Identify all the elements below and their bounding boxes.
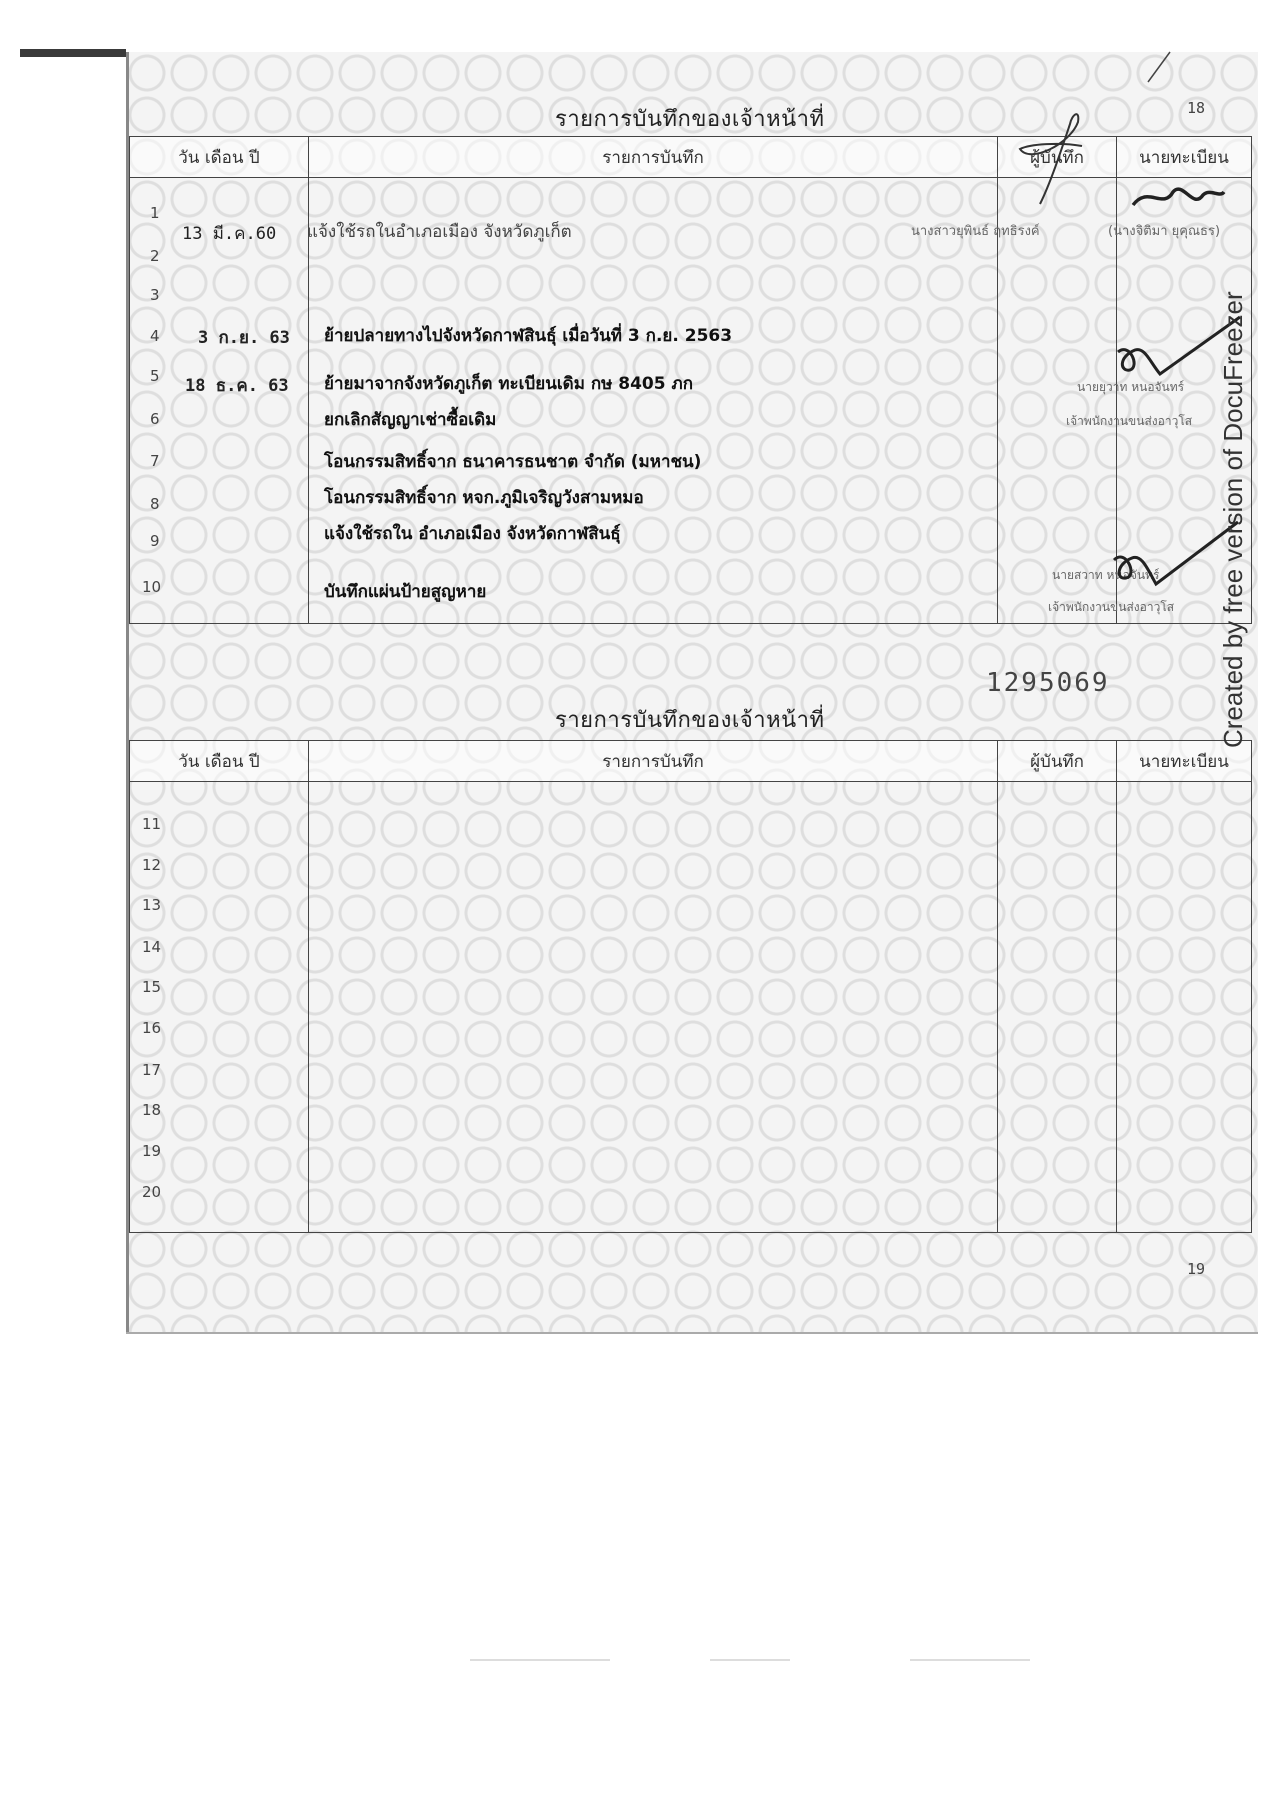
registrar-signer-name: (นางจิติมา ยุคุณธร) <box>1108 224 1221 239</box>
entry-text: ย้ายปลายทางไปจังหวัดกาฬสินธุ์ เมื่อวันที่ 3 ก.ย. 2563 <box>324 326 733 346</box>
page-number-18: 18 <box>1187 99 1206 117</box>
watermark: Created by free version of DocuFreezer <box>1218 291 1248 748</box>
scan-edge-bar <box>20 49 126 57</box>
entry-column <box>309 782 998 1233</box>
entry-text: แจ้งใช้รถใน อำเภอเมือง จังหวัดกาฬสินธุ์ <box>324 524 621 544</box>
page-number-19: 19 <box>1187 1260 1206 1278</box>
row-number: 8 <box>150 495 160 513</box>
row-number: 16 <box>142 1019 162 1037</box>
header-date: วัน เดือน ปี <box>130 741 309 782</box>
row-number: 6 <box>150 410 160 428</box>
row-number: 11 <box>142 815 162 833</box>
scan-bottom-edge <box>126 1332 1258 1334</box>
serial-number: 1295069 <box>986 668 1110 698</box>
table-header-row <box>130 741 1252 782</box>
row-number: 9 <box>150 532 160 550</box>
recorder-column <box>998 178 1117 624</box>
row-number: 7 <box>150 452 160 470</box>
entry-text: ย้ายมาจากจังหวัดภูเก็ต ทะเบียนเดิม กษ 8405 ภก <box>324 374 693 394</box>
entry-date: 3 ก.ย. 63 <box>198 328 290 348</box>
register-table-2 <box>129 740 1252 1233</box>
entry-date: 18 ธ.ค. 63 <box>185 376 289 396</box>
row-number: 17 <box>142 1061 162 1079</box>
signer-name: นายยุวาท หนอจันทร์ <box>1077 380 1185 394</box>
entry-text: ยกเลิกสัญญาเช่าซื้อเดิม <box>324 410 497 430</box>
faint-scan-lines <box>470 1650 1110 1670</box>
row-number: 5 <box>150 367 160 385</box>
row-number: 4 <box>150 327 160 345</box>
section-title-1: รายการบันทึกของเจ้าหน้าที่ <box>555 107 825 132</box>
row-number: 1 <box>150 204 160 222</box>
row-number: 18 <box>142 1101 162 1119</box>
registrar-signature <box>1128 180 1228 220</box>
entry-text: บันทึกแผ่นป้ายสูญหาย <box>324 582 487 602</box>
row-number: 19 <box>142 1142 162 1160</box>
row-number: 2 <box>150 247 160 265</box>
row-number: 20 <box>142 1183 162 1201</box>
registrar-column <box>1117 782 1252 1233</box>
header-registrar: นายทะเบียน <box>1117 741 1252 782</box>
row-number: 3 <box>150 286 160 304</box>
row-number: 13 <box>142 896 162 914</box>
recorder-column <box>998 782 1117 1233</box>
table-body-row <box>130 178 1252 624</box>
recorder-signer-name: นางสาวยุพินธ์ ฤทธิรงค์ <box>911 224 1040 239</box>
header-recorder: ผู้บันทึก <box>998 137 1117 178</box>
row-number: 15 <box>142 978 162 996</box>
entry-text: โอนกรรมสิทธิ์จาก ธนาคารธนชาต จำกัด (มหาชน) <box>324 452 702 472</box>
header-recorder: ผู้บันทึก <box>998 741 1117 782</box>
row-number: 10 <box>142 578 162 596</box>
signer-role: เจ้าพนักงานขนส่งอาวุโส <box>1048 600 1175 614</box>
section-title-2: รายการบันทึกของเจ้าหน้าที่ <box>555 708 825 733</box>
row-number: 12 <box>142 856 162 874</box>
entry-text: แจ้งใช้รถในอำเภอเมือง จังหวัดภูเก็ต <box>307 222 572 242</box>
header-entry: รายการบันทึก <box>309 137 998 178</box>
header-date: วัน เดือน ปี <box>130 137 309 178</box>
recorder-signature <box>1010 104 1090 214</box>
date-column <box>130 782 309 1233</box>
entry-date: 13 มี.ค.60 <box>182 224 277 244</box>
header-entry: รายการบันทึก <box>309 741 998 782</box>
signer-role: เจ้าพนักงานขนส่งอาวุโส <box>1066 414 1193 428</box>
entry-text: โอนกรรมสิทธิ์จาก หจก.ภูมิเจริญวังสามหมอ <box>324 488 644 508</box>
header-registrar: นายทะเบียน <box>1117 137 1252 178</box>
table-body-row <box>130 782 1252 1233</box>
row-number: 14 <box>142 938 162 956</box>
corner-mark <box>1140 48 1180 88</box>
signer-name: นายสวาท หนอจันทร์ <box>1052 568 1160 582</box>
